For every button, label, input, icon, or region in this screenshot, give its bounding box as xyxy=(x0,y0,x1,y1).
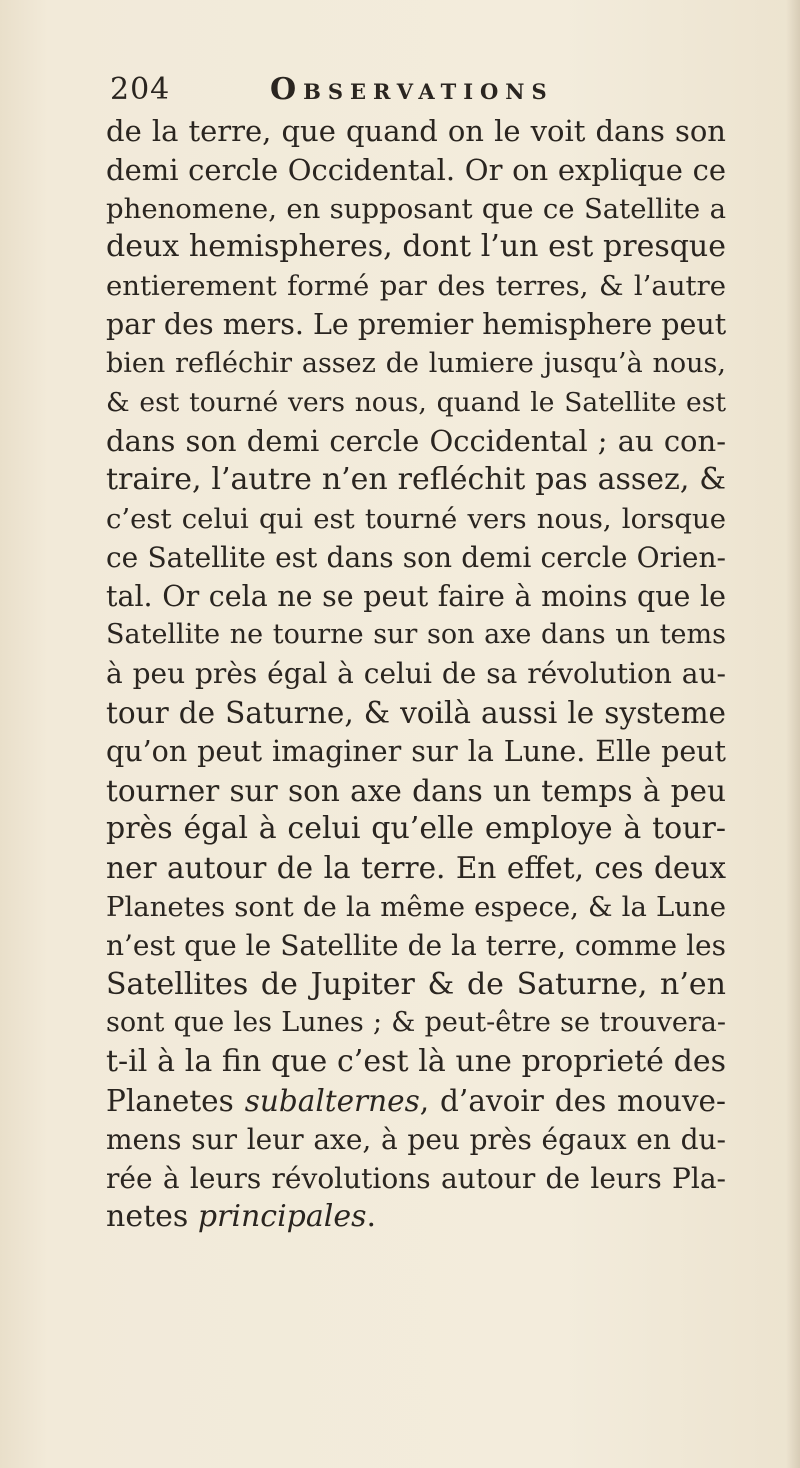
text-line: tourner sur son axe dans un temps à peu xyxy=(106,773,726,808)
italic-term: subalternes xyxy=(244,1083,420,1118)
text-line: qu’on peut imaginer sur la Lune. Elle peut xyxy=(106,734,726,768)
text-line: par des mers. Le premier hemisphere peut xyxy=(106,307,727,341)
text-line xyxy=(106,1198,726,1237)
text-line xyxy=(106,1082,726,1121)
text-line: rée à leurs révolutions autour de leurs Pla- xyxy=(106,1161,726,1195)
text-line: sont que les Lunes ; & peut-être se trouvera- xyxy=(106,1007,726,1039)
text-line: tour de Saturne, & voilà aussi le systeme xyxy=(106,695,726,730)
text-line: Satellite ne tourne sur son axe dans un tems xyxy=(106,619,726,651)
text-line: deux hemispheres, dont l’un est presque xyxy=(106,229,726,265)
text-line: ce Satellite est dans son demi cercle Orien- xyxy=(106,540,726,574)
text-line: bien refléchir assez de lumiere jusqu’à nous, xyxy=(106,347,726,379)
text-segment: , d’avoir des mouve- xyxy=(419,1083,726,1118)
text-segment: . xyxy=(366,1199,377,1235)
page-header xyxy=(110,72,710,112)
text-line: & est tourné vers nous, quand le Satellite est xyxy=(106,386,726,418)
text-line: près égal à celui qu’elle employe à tour- xyxy=(106,811,726,847)
text-line: traire, l’autre n’en refléchit pas assez, & xyxy=(106,462,726,498)
page-number: 204 xyxy=(110,72,171,107)
running-head: Observations xyxy=(270,72,554,107)
text-line: Satellites de Jupiter & de Saturne, n’en xyxy=(106,966,726,1002)
text-line: t-il à la fin que c’est là une proprieté des xyxy=(106,1044,726,1080)
text-line: phenomene, en supposant que ce Satellite a xyxy=(106,192,726,225)
text-line: tal. Or cela ne se peut faire à moins que le xyxy=(106,579,726,613)
text-line: demi cercle Occidental. Or on explique ce xyxy=(106,152,726,187)
italic-term: principales xyxy=(197,1199,367,1235)
body-text xyxy=(106,112,726,1237)
text-line: ner autour de la terre. En effet, ces deux xyxy=(106,851,726,886)
text-segment: netes xyxy=(106,1199,198,1235)
text-line: à peu près égal à celui de sa révolution au- xyxy=(106,657,726,691)
text-line: n’est que le Satellite de la terre, comme les xyxy=(106,928,726,962)
text-line: Planetes sont de la même espece, & la Lune xyxy=(106,890,726,923)
text-line: de la terre, que quand on le voit dans son xyxy=(106,114,726,148)
text-line: c’est celui qui est tourné vers nous, lorsque xyxy=(106,502,726,535)
text-segment: Planetes xyxy=(106,1083,245,1118)
text-line: mens sur leur axe, à peu près égaux en du- xyxy=(106,1122,726,1156)
text-line: dans son demi cercle Occidental ; au con- xyxy=(106,424,726,459)
text-line: entierement formé par des terres, & l’autre xyxy=(106,270,726,303)
